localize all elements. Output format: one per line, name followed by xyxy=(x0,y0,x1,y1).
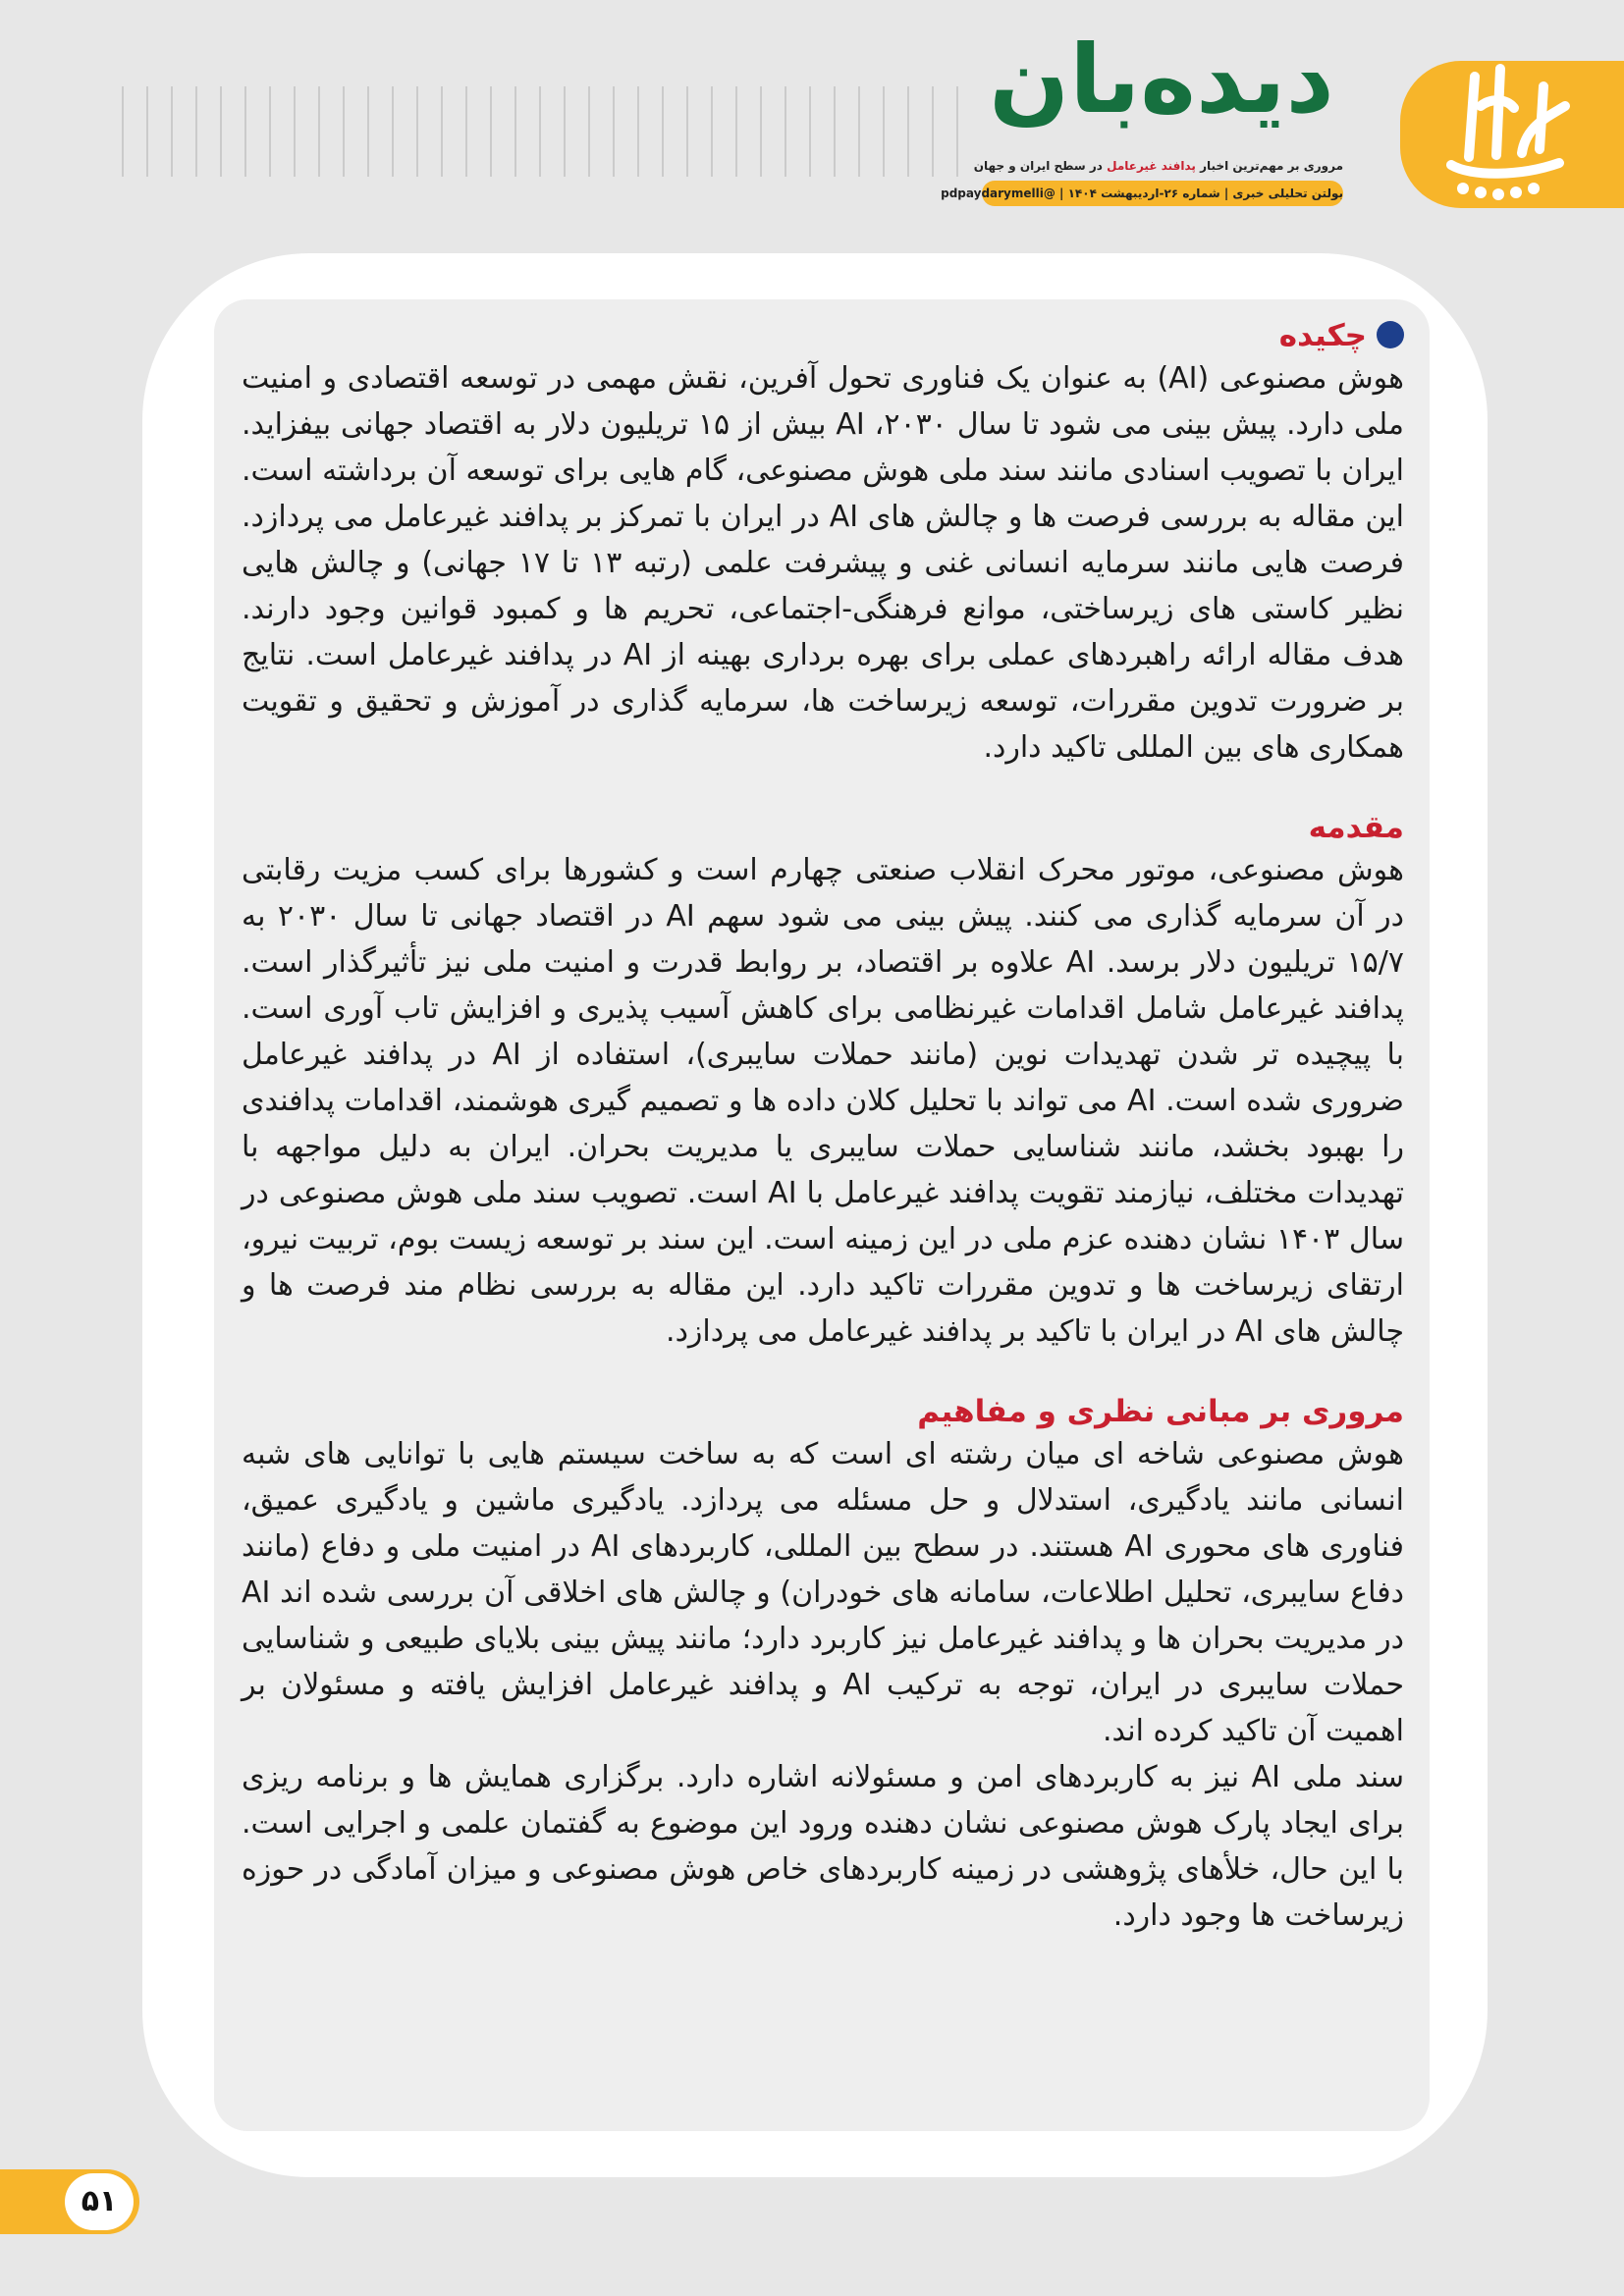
theory-paragraph-2: سند ملی AI نیز به کاربردهای امن و مسئولانه اشاره دارد. برگزاری همایش ها و برنامه ریزی برای ایجاد پارک هوش مصنوعی نشان دهنده ورود این موضوع به گفتمان علمی و اجرایی است. با این حال، خلأهای پژوهشی در زمینه کاربردهای خاص هوش مصنوعی و میزان آمادگی در حوزه زیرساخت ها وجود دارد. xyxy=(242,1760,1404,1933)
section-heading-introduction: مقدمه xyxy=(1308,810,1404,845)
theory-paragraph-1: هوش مصنوعی شاخه ای میان رشته ای است که به ساخت سیستم هایی با توانایی های شبه انسانی مانند یادگیری، استدلال و حل مسئله می پردازد. یادگیری ماشین و یادگیری عمیق، فناوری های محوری AI هستند. در سطح بین المللی، کاربردهای AI در امنیت ملی و دفاع (مانند دفاع سایبری، تحلیل اطلاعات، سامانه های خودران) و چالش های اخلاقی آن بررسی شده اند AI در مدیریت بحران ها و پدافند غیرعامل نیز کاربرد دارد؛ مانند پیش بینی بلایای طبیعی و شناسایی حملات سایبری در ایران، توجه به ترکیب AI و پدافند غیرعامل افزایش یافته و مسئولان بر اهمیت آن تاکید کرده اند. xyxy=(242,1437,1404,1748)
subtitle-suffix: در سطح ایران و جهان xyxy=(973,159,1103,173)
abstract-paragraph: هوش مصنوعی (AI) به عنوان یک فناوری تحول آفرین، نقش مهمی در توسعه اقتصادی و امنیت ملی دارد. پیش بینی می شود تا سال ۲۰۳۰، AI بیش از ۱۵ تریلیون دلار به اقتصاد جهانی بیفزاید. ایران با تصویب اسنادی مانند سند ملی هوش مصنوعی، گام هایی برای توسعه آن برداشته است. این مقاله به بررسی فرصت ها و چالش های AI در ایران با تمرکز بر پدافند غیرعامل می پردازد. فرصت هایی مانند سرمایه انسانی غنی و پیشرفت علمی (رتبه ۱۳ تا ۱۷ جهانی) و چالش هایی نظیر کاستی های زیرساختی، موانع فرهنگی-اجتماعی، تحریم ها و کمبود قوانین وجود دارند. هدف مقاله ارائه راهبردهای عملی برای بهره برداری بهینه از AI در پدافند غیرعامل است. نتایج بر ضرورت تدوین مقررات، توسعه زیرساخت ها، سرمایه گذاری در آموزش و تحقیق و تقویت همکاری های بین المللی تاکید دارد. xyxy=(242,361,1404,765)
bullet-dot-icon xyxy=(1377,321,1404,348)
subtitle-highlight: پدافند غیرعامل xyxy=(1107,159,1196,173)
page-number: ۵۱ xyxy=(65,2173,134,2230)
magazine-subtitle xyxy=(973,159,1343,173)
header-decorative-stripes xyxy=(122,86,968,177)
introduction-paragraph: هوش مصنوعی، موتور محرک انقلاب صنعتی چهارم است و کشورها برای کسب مزیت رقابتی در آن سرمایه گذاری می کنند. پیش بینی می شود سهم AI در اقتصاد جهانی تا سال ۲۰۳۰ به ۱۵/۷ تریلیون دلار برسد. AI علاوه بر اقتصاد، بر روابط قدرت و امنیت ملی نیز تأثیرگذار است. پدافند غیرعامل شامل اقدامات غیرنظامی برای کاهش آسیب پذیری و افزایش تاب آوری است. با پیچیده تر شدن تهدیدات نوین (مانند حملات سایبری)، استفاده از AI در پدافند غیرعامل ضروری شده است. AI می تواند با تحلیل کلان داده ها و تصمیم گیری هوشمند، اقدامات پدافندی را بهبود بخشد، مانند شناسایی حملات سایبری یا مدیریت بحران. ایران به دلیل مواجهه با تهدیدات مختلف، نیازمند تقویت پدافند غیرعامل با AI است. تصویب سند ملی هوش مصنوعی در سال ۱۴۰۳ نشان دهنده عزم ملی در این زمینه است. این سند بر توسعه زیست بوم، تربیت نیرو، ارتقای زیرساخت ها و تدوین مقررات تاکید دارد. این مقاله به بررسی نظام مند فرصت ها و چالش های AI در ایران با تاکید بر پدافند غیرعامل می پردازد. xyxy=(242,853,1405,1349)
brand-logo-icon xyxy=(1412,47,1608,204)
section-heading-abstract-text: چکیده xyxy=(1278,318,1367,353)
issue-info-pill: بولتن تحلیلی خبری | شماره ۲۶-اردیبهشت ۱۴۰۴ | @pdpaydarymelli xyxy=(982,181,1343,206)
subtitle-prefix: مروری بر مهم‌ترین اخبار xyxy=(1200,159,1343,173)
magazine-title: دیده‌بان xyxy=(989,25,1334,134)
section-heading-abstract xyxy=(242,316,1404,355)
article-content xyxy=(242,316,1404,1939)
section-heading-theory: مروری بر مبانی نظری و مفاهیم xyxy=(917,1394,1404,1429)
